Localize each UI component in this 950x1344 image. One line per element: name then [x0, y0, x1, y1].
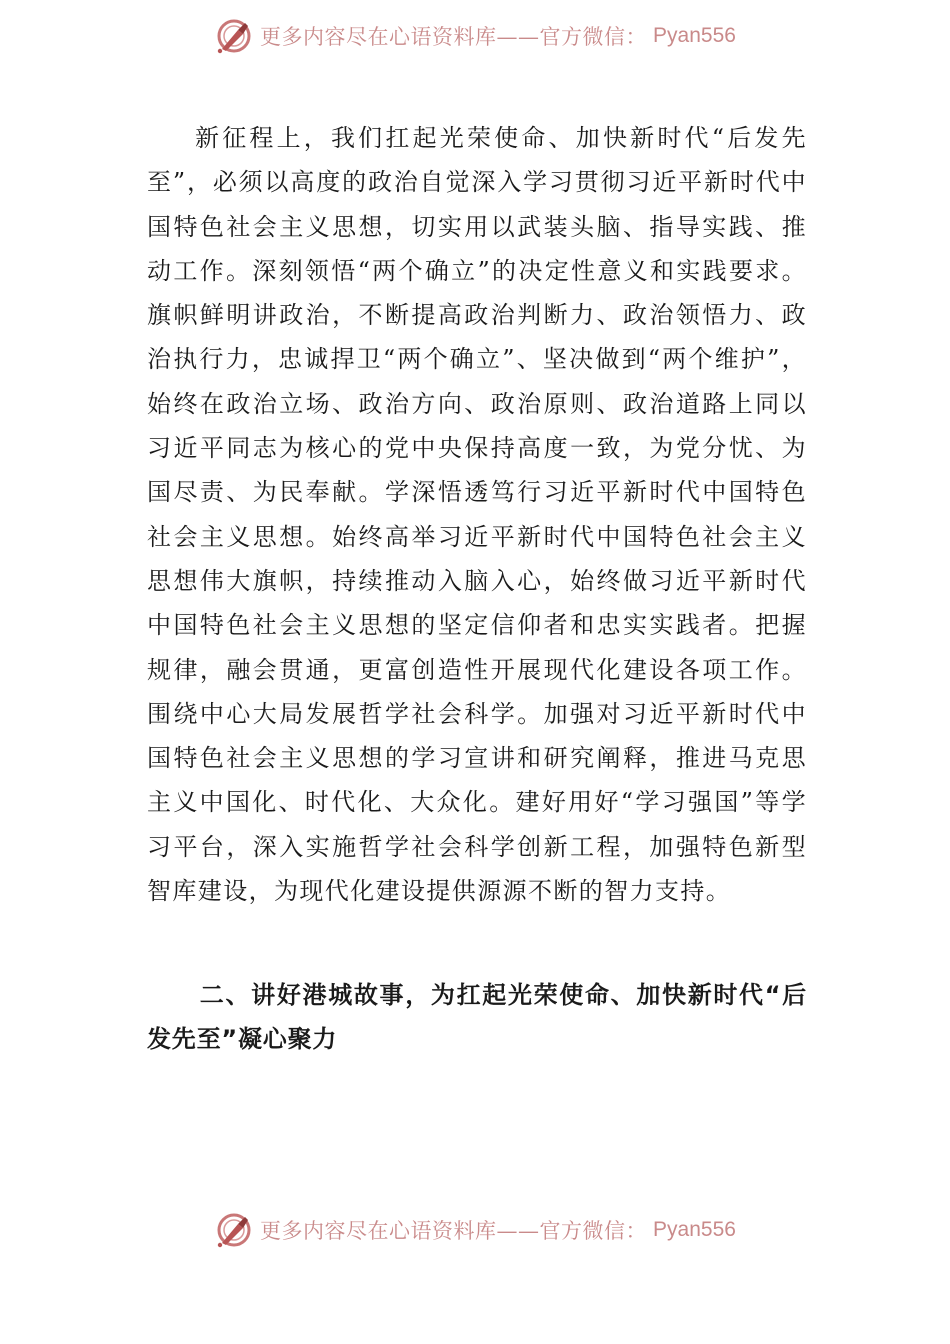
- pen-nib-logo-icon: [214, 16, 254, 56]
- watermark-text: 更多内容尽在心语资料库——官方微信：: [260, 25, 648, 49]
- header-watermark: [0, 14, 950, 58]
- watermark-brand: Pyan556: [653, 24, 736, 47]
- section-heading: 二、讲好港城故事，为扛起光荣使命、加快新时代“后发先至”凝心聚力: [147, 981, 807, 1054]
- watermark-text: 更多内容尽在心语资料库——官方微信：: [260, 1219, 648, 1243]
- document-body: [147, 116, 807, 1061]
- body-paragraph: 新征程上，我们扛起光荣使命、加快新时代“后发先至”，必须以高度的政治自觉深入学习贯彻习近平新时代中国特色社会主义思想，切实用以武装头脑、指导实践、推动工作。深刻领悟“两个确立”的决定性意义和实践要求。旗帜鲜明讲政治，不断提高政治判断力、政治领悟力、政治执行力，忠诚捍卫“两个确立”、坚决做到“两个维护”，始终在政治立场、政治方向、政治原则、政治道路上同以习近平同志为核心的党中央保持高度一致，为党分忧、为国尽责、为民奉献。学深悟透笃行习近平新时代中国特色社会主义思想。始终高举习近平新时代中国特色社会主义思想伟大旗帜，持续推动入脑入心，始终做习近平新时代中国特色社会主义思想的坚定信仰者和忠实实践者。把握规律，融会贯通，更富创造性开展现代化建设各项工作。围绕中心大局发展哲学社会科学。加强对习近平新时代中国特色社会主义思想的学习宣讲和研究阐释，推进马克思主义中国化、时代化、大众化。建好用好“学习强国”等学习平台，深入实施哲学社会科学创新工程，加强特色新型智库建设，为现代化建设提供源源不断的智力支持。: [147, 124, 807, 906]
- pen-nib-logo-icon: [214, 1210, 254, 1250]
- footer-watermark: [0, 1208, 950, 1252]
- watermark-brand: Pyan556: [653, 1218, 736, 1241]
